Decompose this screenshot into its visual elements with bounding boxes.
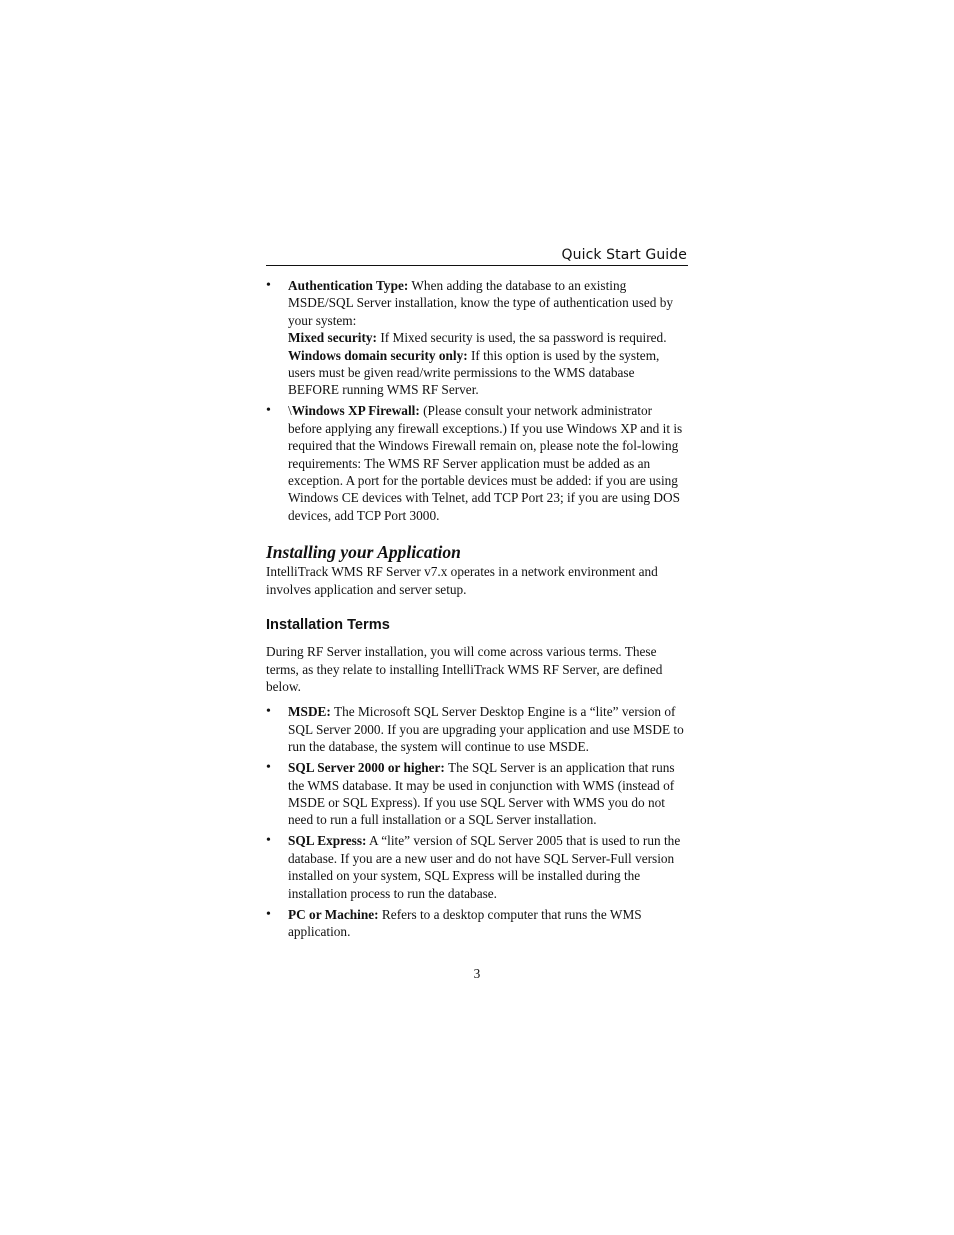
terms-bullet-list: [266, 703, 688, 940]
term-description: The SQL Server is an application that runs the WMS database. It may be used in conjunction with WMS (instead of MSDE or SQL Express). If you use SQL Server with WMS you do not need to run a full installation or a SQL Server installation.: [288, 760, 675, 828]
sub-item: [288, 329, 688, 346]
term-description: Refers to a desktop computer that runs the WMS application.: [288, 906, 642, 939]
term-label: Windows XP Firewall:: [291, 403, 420, 419]
term-label: Windows domain security only:: [288, 347, 468, 363]
section-intro: IntelliTrack WMS RF Server v7.x operates in a network environment and involves application and server setup.: [266, 564, 658, 597]
list-item: [266, 703, 688, 755]
term-description: If this option is used by the system, users must be given read/write permissions to the WMS database BEFORE running WMS RF Server.: [288, 347, 660, 398]
term-label: SQL Server 2000 or higher:: [288, 760, 445, 776]
list-item: [266, 402, 688, 524]
subsection-heading: Installation Terms: [266, 617, 390, 634]
section-heading: Installing your Application: [266, 542, 461, 563]
term-description: The Microsoft SQL Server Desktop Engine is a “lite” version of SQL Server 2000. If you are upgrading your application and use MSDE to run the database, the system will continue to use MSDE.: [288, 704, 684, 755]
term-label: PC or Machine:: [288, 906, 379, 922]
list-item: [266, 759, 688, 829]
page-number: 3: [473, 966, 481, 981]
subsection-intro: During RF Server installation, you will come across various terms. These terms, as they relate to installing IntelliTrack WMS RF Server, are defined below.: [266, 644, 663, 694]
term-description: A “lite” version of SQL Server 2005 that is used to run the database. If you are a new user and do not have SQL Server-Full version installed on your system, SQL Express will be installed during the installation process to run the database.: [288, 833, 681, 901]
list-item: [266, 277, 688, 399]
term-description: If Mixed security is used, the sa password is required.: [377, 330, 667, 346]
term-label: SQL Express:: [288, 833, 367, 849]
term-label: MSDE:: [288, 704, 331, 720]
term-label: Authentication Type:: [288, 278, 409, 293]
stray-prefix: \: [288, 403, 292, 419]
list-item: [266, 906, 688, 941]
sub-item: [288, 347, 688, 399]
term-description: (Please consult your network administrator before applying any firewall exceptions.) If you use Windows XP and it is required that the Windows Firewall remain on, please note the fol-lowing requirements: The WMS RF Server application must be added as an exception. A port for the portable devices must be added: if you are using Windows CE devices with Telnet, add TCP Port 23; if you are using DOS devices, add TCP Port 3000.: [288, 403, 683, 523]
term-label: Mixed security:: [288, 330, 377, 346]
term-description: When adding the database to an existing MSDE/SQL Server installation, know the type of authentication used by your system:: [288, 278, 674, 328]
running-header: Quick Start Guide: [561, 247, 687, 263]
header-rule: [266, 265, 688, 266]
page-content: [266, 277, 688, 944]
top-bullet-list: [266, 277, 688, 524]
list-item: [266, 832, 688, 902]
